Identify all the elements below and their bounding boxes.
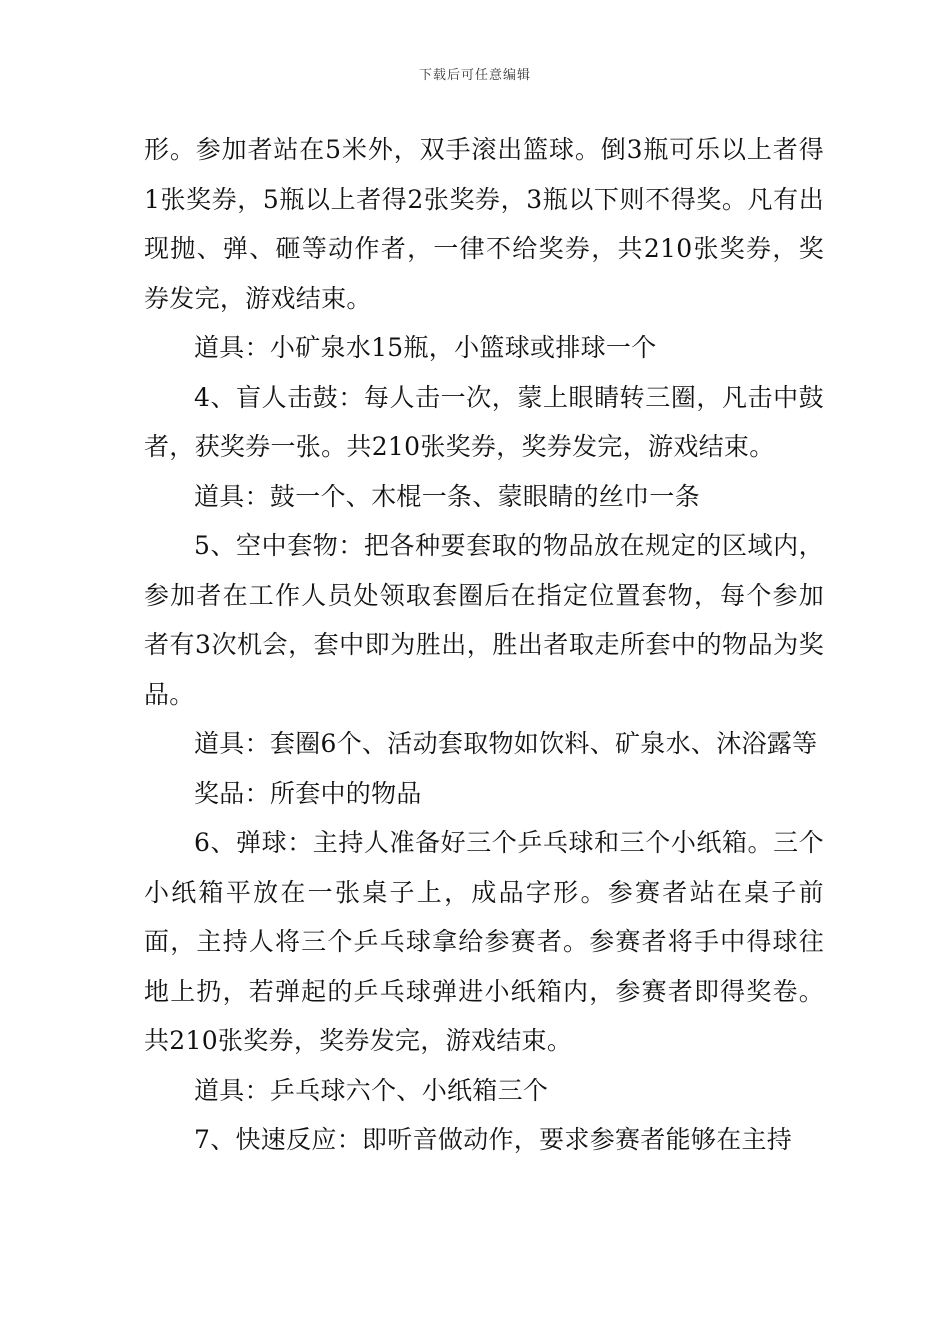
paragraph-prize-5: 奖品：所套中的物品 <box>194 778 422 808</box>
page-header: 下载后可任意编辑 <box>418 68 531 83</box>
paragraph-props-6: 道具：乒乓球六个、小纸箱三个 <box>194 1075 549 1105</box>
paragraph-continuation: 形。参加者站在5米外，双手滚出篮球。倒3瓶可乐以上者得1张奖券，5瓶以上者得2张奖券，3瓶以下则不得奖。凡有出现抛、弹、砸等动作者，一律不给奖券，共210张奖券，奖券发完，游戏结束。 <box>144 135 824 313</box>
paragraph-props-4: 道具：鼓一个、木棍一条、蒙眼睛的丝巾一条 <box>194 481 701 511</box>
paragraph-game-5: 5、空中套物：把各种要套取的物品放在规定的区域内，参加者在工作人员处领取套圈后在指定位置套物，每个参加者有3次机会，套中即为胜出，胜出者取走所套中的物品为奖品。 <box>144 531 824 709</box>
paragraph-props-5: 道具：套圈6个、活动套取物如饮料、矿泉水、沐浴露等 <box>194 729 818 758</box>
paragraph-game-7: 7、快速反应：即听音做动作，要求参赛者能够在主持 <box>194 1125 793 1154</box>
document-body <box>144 125 824 1165</box>
paragraph-props-3: 道具：小矿泉水15瓶，小篮球或排球一个 <box>194 333 657 362</box>
paragraph-game-4: 4、盲人击鼓：每人击一次，蒙上眼睛转三圈，凡击中鼓者，获奖券一张。共210张奖券，奖券发完，游戏结束。 <box>144 382 824 461</box>
paragraph-game-6: 6、弹球：主持人准备好三个乒乓球和三个小纸箱。三个小纸箱平放在一张桌子上，成品字形。参赛者站在桌子前面，主持人将三个乒乓球拿给参赛者。参赛者将手中得球往地上扔，若弹起的乒乓球弹进小纸箱内，参赛者即得奖卷。共210张奖券，奖券发完，游戏结束。 <box>144 828 824 1055</box>
